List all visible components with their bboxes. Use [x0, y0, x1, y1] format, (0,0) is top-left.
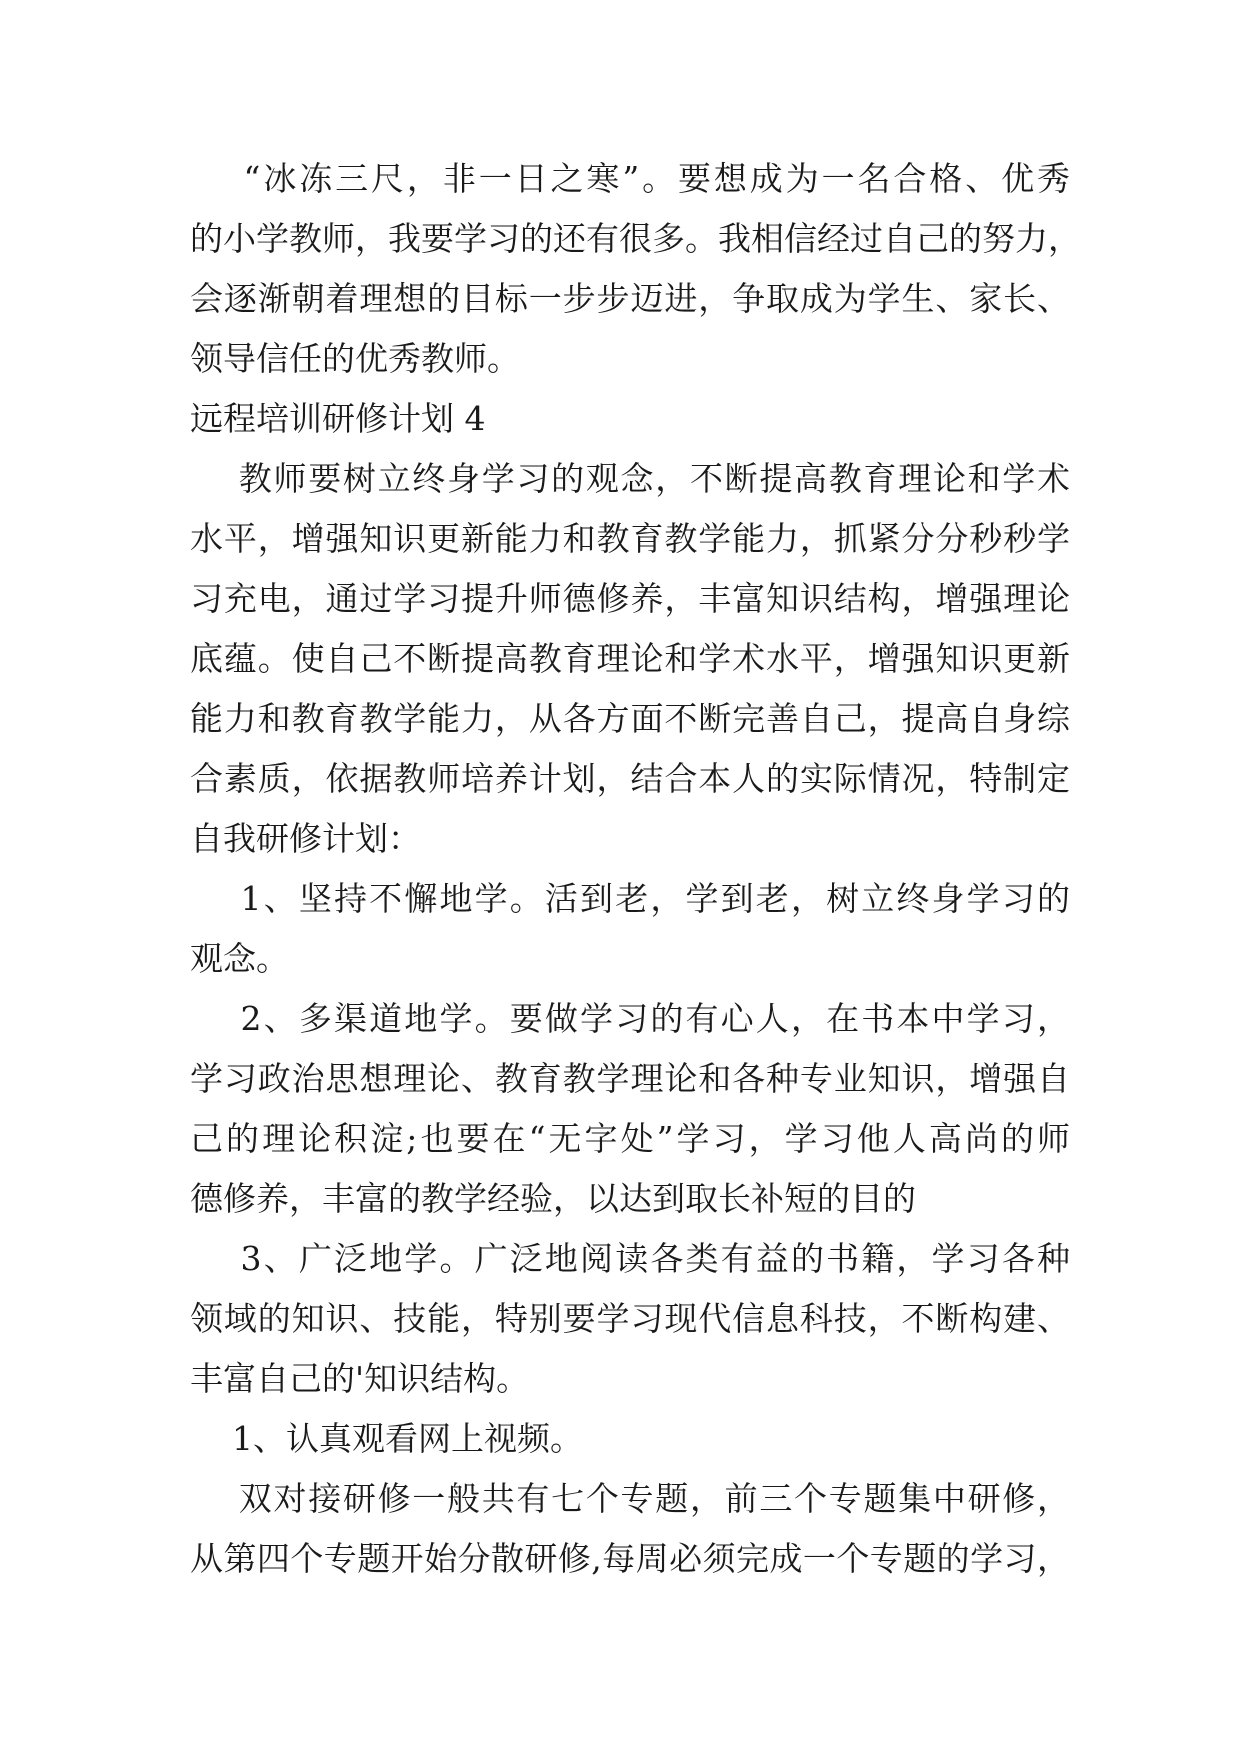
- list-item-line: 3、广泛地学。广泛地阅读各类有益的书籍，学习各种: [190, 1239, 1070, 1278]
- list-item-line: 1、坚持不懈地学。活到老，学到老，树立终身学习的: [190, 879, 1070, 918]
- list-item-line: 领域的知识、技能，特别要学习现代信息科技，不断构建、: [190, 1299, 1070, 1338]
- paragraph-line: 的小学教师，我要学习的还有很多。我相信经过自己的努力，: [190, 219, 1081, 258]
- paragraph-line: 从第四个专题开始分散研修,每周必须完成一个专题的学习，: [190, 1539, 1070, 1578]
- paragraph-line: 双对接研修一般共有七个专题，前三个专题集中研修，: [190, 1479, 1070, 1518]
- list-item-line: 学习政治思想理论、教育教学理论和各种专业知识，增强自: [190, 1059, 1070, 1098]
- paragraph-line: 底蕴。使自己不断提高教育理论和学术水平，增强知识更新: [190, 639, 1070, 678]
- paragraph-line: 领导信任的优秀教师。: [190, 339, 520, 378]
- list-item-line: 观念。: [190, 939, 289, 978]
- paragraph-line: 自我研修计划：: [190, 819, 421, 858]
- list-item-line: 己的理论积淀;也要在“无字处”学习，学习他人高尚的师: [190, 1119, 1070, 1158]
- paragraph-line: 会逐渐朝着理想的目标一步步迈进，争取成为学生、家长、: [190, 279, 1070, 318]
- paragraph-line: 合素质，依据教师培养计划，结合本人的实际情况，特制定: [190, 759, 1070, 798]
- list-item-line: 丰富自己的'知识结构。: [190, 1359, 530, 1398]
- list-item-line: 1、认真观看网上视频。: [190, 1419, 583, 1458]
- section-heading: 远程培训研修计划 4: [190, 399, 486, 438]
- list-item-line: 2、多渠道地学。要做学习的有心人，在书本中学习，: [190, 999, 1070, 1038]
- paragraph-line: 水平，增强知识更新能力和教育教学能力，抓紧分分秒秒学: [190, 519, 1070, 558]
- paragraph-line: “冰冻三尺，非一日之寒”。要想成为一名合格、优秀: [190, 159, 1070, 198]
- paragraph-line: 能力和教育教学能力，从各方面不断完善自己，提高自身综: [190, 699, 1070, 738]
- list-item-line: 德修养，丰富的教学经验，以达到取长补短的目的: [190, 1179, 916, 1218]
- paragraph-line: 习充电，通过学习提升师德修养，丰富知识结构，增强理论: [190, 579, 1070, 618]
- paragraph-line: 教师要树立终身学习的观念，不断提高教育理论和学术: [190, 459, 1070, 498]
